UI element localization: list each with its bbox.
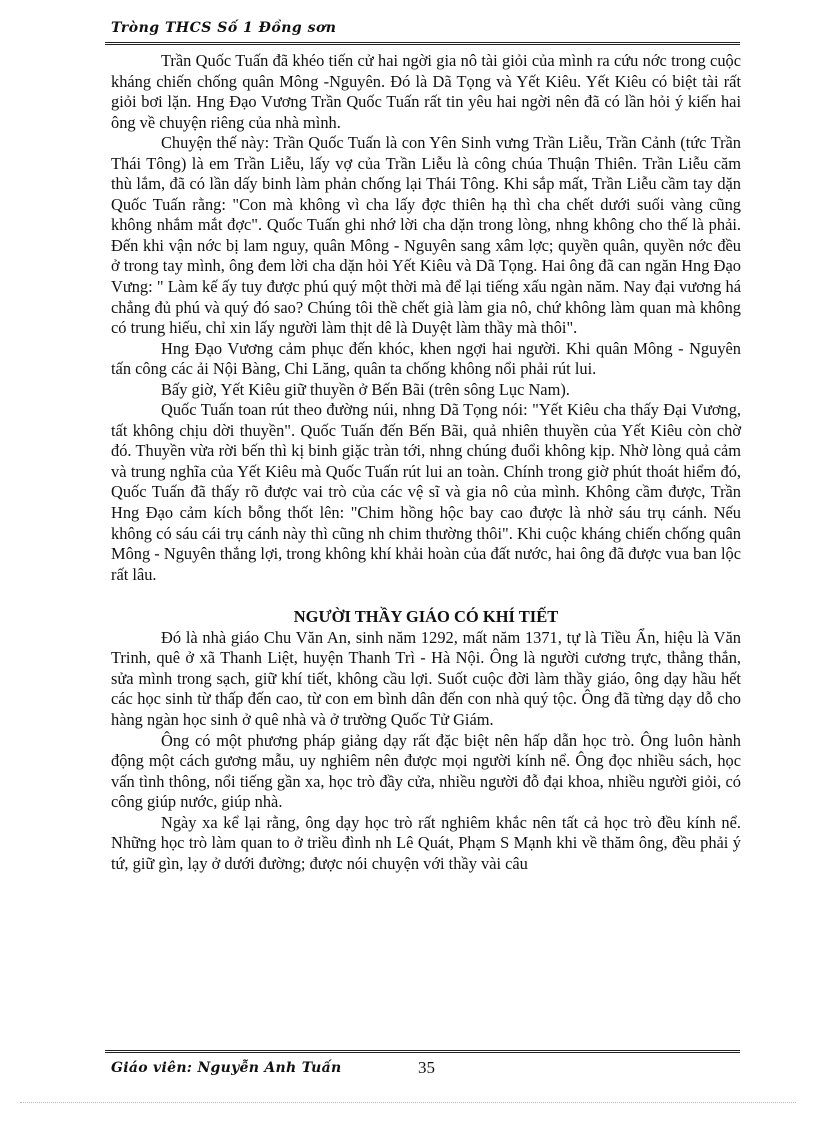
story2-paragraph-2: Ông có một phương pháp giảng dạy rất đặc biệt nên hấp dẫn học trò. Ông luôn hành động một cách gương mẫu, uy nghiêm nên được mọi người kính nể. Ông đọc nhiều sách, học vấn tình thông, nổi tiếng gần xa, học trò đầy cửa, nhiều người đỗ đại khoa, nhiều người giỏi, có công giúp nước, giúp nhà. <box>111 730 741 812</box>
page-content <box>111 51 741 874</box>
footer-rule <box>105 1050 740 1053</box>
page-header: Tròng THCS Số 1 Đồng sơn <box>111 20 337 36</box>
story1-paragraph-1: Trần Quốc Tuấn đã khéo tiến cử hai ngời gia nô tài giỏi của mình ra cứu nớc trong cuộc kháng chiến chống quân Mông -Nguyên. Đó là Dã Tọng và Yết Kiêu. Yết Kiêu có biệt tài rất giỏi bơi lặn. Hng Đạo Vương Trần Quốc Tuấn rất tin yêu hai ngời nên đã có lần hỏi ý kiến hai ông về chuyện riêng của nhà mình. <box>111 51 741 132</box>
header-rule <box>105 42 740 45</box>
story2-paragraph-1: Đó là nhà giáo Chu Văn An, sinh năm 1292, mất năm 1371, tự là Tiều Ẩn, hiệu là Văn Trinh, quê ở xã Thanh Liệt, huyện Thanh Trì - Hà Nội. Ông là người cương trực, thẳng thắn, sửa mình trong sạch, giữ khí tiết, không cầu lợi. Suốt cuộc đời làm thầy giáo, ông dạy hầu hết các học sinh từ thấp đến cao, từ con em bình dân đến con nhà quý tộc. Ông đã từng dạy dỗ cho hàng ngàn học sinh ở quê nhà và ở trường Quốc Tử Giám. <box>111 627 741 729</box>
story2-paragraph-3: Ngày xa kể lại rằng, ông dạy học trò rất nghiêm khắc nên tất cả học trò đều kính nể. Những học trò làm quan to ở triều đình nh Lê Quát, Phạm S Mạnh khi về thăm ông, đều phải ý tứ, giữ gìn, lạy ở dưới đường; được nói chuyện với thầy vài câu <box>111 812 741 873</box>
page-edge-dotted-line <box>20 1102 796 1103</box>
footer-teacher: Giáo viên: Nguyễn Anh Tuấn <box>111 1060 342 1076</box>
story1-paragraph-3: Hng Đạo Vương cảm phục đến khóc, khen ngợi hai người. Khi quân Mông - Nguyên tấn công các ải Nội Bàng, Chi Lăng, quân ta chống không nổi phải rút lui. <box>111 338 741 379</box>
story1-paragraph-5: Quốc Tuấn toan rút theo đường núi, nhng Dã Tọng nói: "Yết Kiêu cha thấy Đại Vương, tất không chịu dời thuyền". Quốc Tuấn đến Bến Bãi, quả nhiên thuyền của Yết Kiêu còn chờ đó. Thuyền vừa rời bến thì kị binh giặc tràn tới, nhng chúng đuổi không kịp. Nhờ lòng quả cảm và trung nghĩa của Yết Kiêu mà Quốc Tuấn rút lui an toàn. Chính trong giờ phút thoát hiểm đó, Quốc Tuấn đã thấy rõ được vai trò của các vệ sĩ và gia nô của mình. Không cầm được, Trần Hng Đạo cảm kích bỗng thốt lên: "Chim hồng hộc bay cao được là nhờ sáu trụ cánh. Nếu không có sáu cái trụ cánh này thì cũng nh chim thường thôi". Khi cuộc kháng chiến chống quân Mông - Nguyên thắng lợi, trong không khí khải hoàn của đất nước, hai ông đã được vua ban lộc rất lâu. <box>111 400 741 584</box>
story2-title: NGƯỜI THẦY GIÁO CÓ KHÍ TIẾT <box>293 607 559 627</box>
page-number: 35 <box>418 1058 435 1077</box>
story1-paragraph-2: Chuyện thế này: Trần Quốc Tuấn là con Yên Sinh vưng Trần Liễu, Trần Cảnh (tức Trần Thái Tông) là em Trần Liễu, lấy vợ của Trần Liễu là công chúa Thuận Thiên. Trần Liễu căm thù lắm, đã có lần dấy binh làm phản chống lại Thái Tông. Khi sắp mất, Trần Liễu cầm tay dặn Quốc Tuấn rằng: "Con mà không vì cha lấy đợc thiên hạ thì cha chết dưới suối vàng cũng không nhắm mắt đợc". Quốc Tuấn ghi nhớ lời cha dặn trong lòng, nhng không cho thế là phải. Đến khi vận nớc bị lam nguy, quân Mông - Nguyên sang xâm lợc; quyền quân, quyền nớc đều ở trong tay mình, ông đem lời cha dặn hỏi Yết Kiêu và Dã Tọng. Hai ông đã can ngăn Hng Đạo Vưng: " Làm kế ấy tuy được phú quý một thời mà để lại tiếng xấu ngàn năm. Nay đại vương há chẳng đủ phú và quý đó sao? Chúng tôi thề chết già làm gia nô, chứ không làm quan mà không có trung hiếu, chỉ xin lấy người làm thịt dê là Duyệt làm thầy mà thôi". <box>111 133 741 338</box>
story1-paragraph-4: Bấy giờ, Yết Kiêu giữ thuyền ở Bến Bãi (trên sông Lục Nam). <box>161 379 570 399</box>
